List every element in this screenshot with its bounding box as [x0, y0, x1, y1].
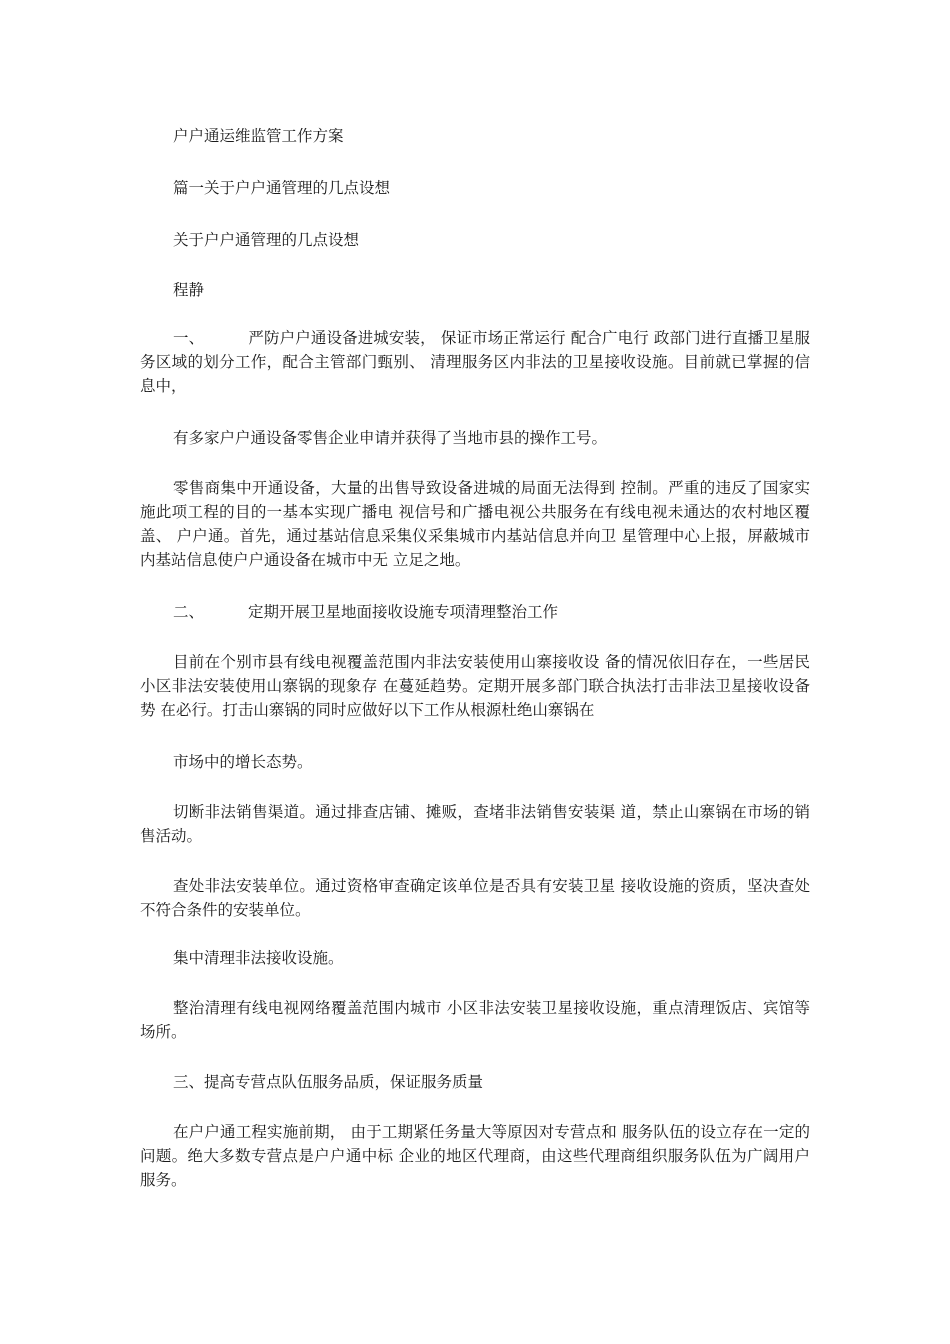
section-2-number: 二、	[173, 603, 205, 621]
paragraph-clear-facilities: 集中清理非法接收设施。	[173, 949, 344, 967]
document-subtitle: 篇一关于户户通管理的几点设想	[173, 179, 391, 197]
paragraph-early-phase: 在户户通工程实施前期， 由于工期紧任务量大等原因对专营点和 服务队伍的设立存在一定的问题。绝大多数专营点是户户通中标 企业的地区代理商，由这些代理商组织服务队伍为广阔用户服务。	[140, 1123, 810, 1189]
paragraph-check-units: 查处非法安装单位。通过资格审查确定该单位是否具有安装卫星 接收设施的资质，坚决查处不符合条件的安装单位。	[140, 877, 810, 919]
section-3-heading: 三、提高专营点队伍服务品质，保证服务质量	[173, 1073, 484, 1091]
section-2-title: 定期开展卫星地面接收设施专项清理整治工作	[248, 603, 559, 621]
section-1-number: 一、	[173, 329, 205, 347]
paragraph-current: 目前在个别市县有线电视覆盖范围内非法安装使用山寨接收设 备的情况依旧存在，一些居民小区非法安装使用山寨锅的现象存 在蔓延趋势。定期开展多部门联合执法打击非法卫星接收设备势 在必行。打击山寨锅的同时应做好以下工作从根源杜绝山寨锅在	[140, 653, 810, 719]
paragraph-fix-network: 整治清理有线电视网络覆盖范围内城市 小区非法安装卫星接收设施，重点清理饭店、宾馆等场所。	[140, 999, 810, 1041]
paragraph-retailers: 零售商集中开通设备，大量的出售导致设备进城的局面无法得到 控制。严重的违反了国家实施此项工程的目的一基本实现广播电 视信号和广播电视公共服务在有线电视未通达的农村地区覆盖、 户户通。首先，通过基站信息采集仪采集城市内基站信息并向卫 星管理中心上报，屏蔽城市内基站信息使户户通设备在城市中无 立足之地。	[140, 479, 810, 569]
paragraph-cut-channels: 切断非法销售渠道。通过排查店铺、摊贩，查堵非法销售安装渠 道，禁止山寨锅在市场的销售活动。	[140, 803, 810, 845]
document-title: 户户通运维监管工作方案	[173, 127, 344, 145]
section-2-heading	[140, 600, 810, 624]
document-author: 程静	[173, 281, 205, 299]
paragraph-market: 市场中的增长态势。	[173, 753, 313, 771]
document-heading: 关于户户通管理的几点设想	[173, 231, 360, 249]
section-1-paragraph	[140, 326, 810, 398]
section-1-text: 严防户户通设备进城安装， 保证市场正常运行 配合广电行 政部门进行直播卫星服务区域的划分工作，配合主管部门甄别、 清理服务区内非法的卫星接收设施。目前就已掌握的信息中，	[140, 329, 810, 395]
paragraph-retail: 有多家户户通设备零售企业申请并获得了当地市县的操作工号。	[173, 429, 608, 447]
